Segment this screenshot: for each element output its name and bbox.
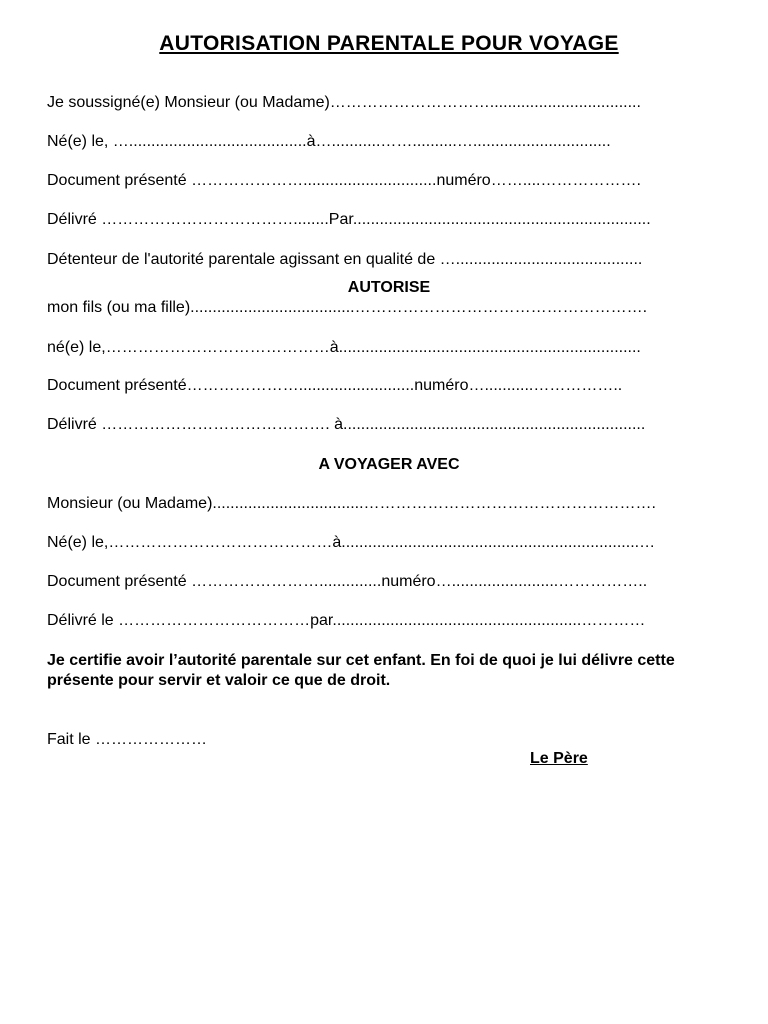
child-document-line: Document présenté…………………..........................numéro…...........…………….. <box>47 377 623 394</box>
date-line: Fait le ………………… <box>47 731 208 748</box>
declarant-document-line: Document présenté …………………..............................numéro……....………………. <box>47 172 641 189</box>
child-name-line: mon fils (ou ma fille).....................................………………………………………………. <box>47 299 648 316</box>
autorise-heading: AUTORISE <box>347 279 431 296</box>
document-title: AUTORISATION PARENTALE POUR VOYAGE <box>159 32 619 55</box>
declarant-capacity-line: Détenteur de l'autorité parentale agissant en qualité de ….......................................... <box>47 251 643 268</box>
signature-label: Le Père <box>530 750 588 767</box>
companion-birth-line: Né(e) le,……………………………………à...................................................................… <box>47 534 656 551</box>
voyager-heading: A VOYAGER AVEC <box>318 456 460 473</box>
child-birth-line: né(e) le,……………………………………à.................................................................... <box>47 339 641 356</box>
child-issued-line: Délivré ……………………………………. à.................................................................... <box>47 416 646 433</box>
declarant-issued-line: Délivré ………………………………........Par................................................................... <box>47 211 651 228</box>
companion-document-line: Document présenté ……………………..............numéro…........................…………….. <box>47 573 648 590</box>
declarant-name-line: Je soussigné(e) Monsieur (ou Madame)………………………….................................. <box>47 94 641 111</box>
declarant-birth-line: Né(e) le, …........................................à…...........……..........…............................... <box>47 133 611 150</box>
companion-issued-line: Délivré le ………………………………par........................................................………… <box>47 612 646 629</box>
companion-name-line: Monsieur (ou Madame)..................................………………………………………………. <box>47 495 656 512</box>
certification-paragraph: Je certifie avoir l’autorité parentale sur cet enfant. En foi de quoi je lui délivre cette présente pour servir et valoir ce que de droit. <box>47 652 675 689</box>
